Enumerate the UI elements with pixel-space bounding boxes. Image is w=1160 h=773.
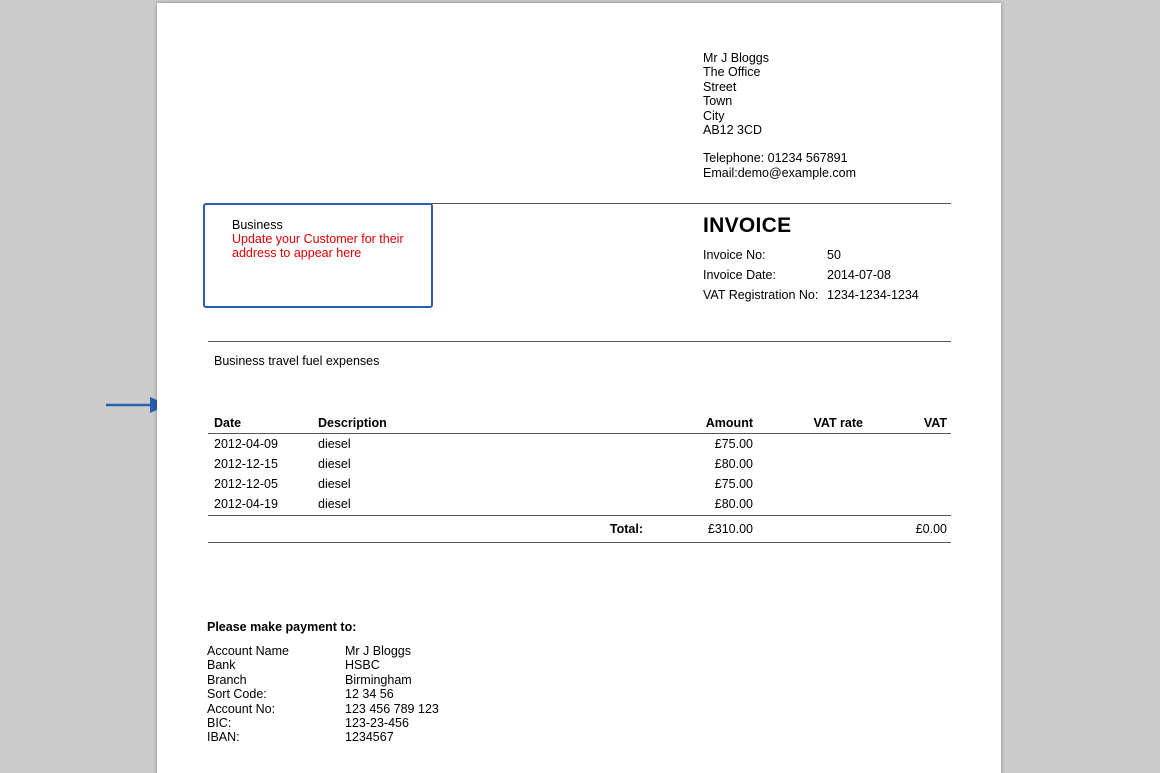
table-row bbox=[208, 494, 951, 514]
sender-line: City bbox=[703, 108, 725, 123]
invoice-number-label: Invoice No: bbox=[703, 248, 766, 262]
sender-line: Mr J Bloggs bbox=[703, 51, 769, 65]
payment-value: 123-23-456 bbox=[345, 715, 409, 730]
payment-value: Mr J Bloggs bbox=[345, 644, 411, 658]
sender-line: AB12 3CD bbox=[703, 123, 763, 138]
total-amount: £310.00 bbox=[707, 522, 753, 536]
table-header bbox=[208, 413, 951, 434]
payment-row bbox=[207, 702, 439, 716]
payment-key: IBAN: bbox=[207, 730, 240, 745]
payment-key: Branch bbox=[207, 672, 247, 687]
table-row bbox=[208, 454, 951, 474]
row-description: diesel bbox=[318, 437, 351, 451]
payment-value: 123 456 789 123 bbox=[345, 701, 439, 716]
total-label: Total: bbox=[609, 522, 643, 536]
payment-key: Sort Code: bbox=[207, 687, 267, 702]
payment-key: Account No: bbox=[207, 701, 276, 716]
payment-value: 12 34 56 bbox=[345, 687, 394, 702]
payment-key: Account Name bbox=[207, 644, 289, 658]
sender-telephone: Telephone: 01234 567891 bbox=[703, 151, 848, 166]
table-row bbox=[208, 474, 951, 494]
header-vat-rate: VAT rate bbox=[813, 416, 863, 430]
customer-address-box[interactable] bbox=[203, 203, 433, 308]
payment-row bbox=[207, 673, 439, 687]
total-vat: £0.00 bbox=[915, 522, 947, 536]
table-row bbox=[208, 434, 951, 454]
payment-value: HSBC bbox=[345, 658, 380, 673]
header-amount: Amount bbox=[705, 416, 753, 430]
payment-key: Bank bbox=[207, 658, 236, 673]
payment-row bbox=[207, 716, 439, 730]
invoice-number-row bbox=[703, 248, 919, 268]
payment-key: BIC: bbox=[207, 715, 232, 730]
payment-value: Birmingham bbox=[345, 672, 412, 687]
row-amount: £80.00 bbox=[714, 497, 753, 511]
sender-address bbox=[703, 51, 856, 180]
row-amount: £75.00 bbox=[714, 437, 753, 451]
vat-registration-value: 1234-1234-1234 bbox=[827, 288, 919, 302]
sender-email: Email:demo@example.com bbox=[703, 165, 857, 180]
row-date: 2012-12-05 bbox=[214, 477, 278, 491]
customer-label: Business bbox=[232, 218, 283, 232]
payment-row bbox=[207, 687, 439, 701]
vat-registration-label: VAT Registration No: bbox=[703, 288, 819, 302]
invoice-title: INVOICE bbox=[703, 214, 792, 237]
row-amount: £80.00 bbox=[714, 457, 753, 471]
payment-row bbox=[207, 730, 439, 744]
row-description: diesel bbox=[318, 477, 351, 491]
row-date: 2012-04-19 bbox=[214, 497, 278, 511]
invoice-description: Business travel fuel expenses bbox=[214, 354, 380, 368]
payment-title: Please make payment to: bbox=[207, 620, 357, 634]
row-date: 2012-12-15 bbox=[214, 457, 278, 471]
row-date: 2012-04-09 bbox=[214, 437, 278, 451]
payment-row bbox=[207, 658, 439, 672]
invoice-date-label: Invoice Date: bbox=[703, 268, 776, 282]
payment-row bbox=[207, 644, 439, 658]
invoice-page bbox=[157, 3, 1001, 773]
payment-details bbox=[207, 644, 439, 745]
divider bbox=[208, 341, 951, 342]
header-description: Description bbox=[318, 416, 387, 430]
row-description: diesel bbox=[318, 457, 351, 471]
sender-line: Town bbox=[703, 94, 733, 109]
row-amount: £75.00 bbox=[714, 477, 753, 491]
invoice-date-value: 2014-07-08 bbox=[827, 268, 891, 282]
line-items-table bbox=[208, 413, 951, 543]
invoice-number-value: 50 bbox=[827, 248, 841, 262]
header-vat: VAT bbox=[923, 416, 947, 430]
totals-row bbox=[208, 515, 951, 543]
vat-registration-row bbox=[703, 288, 919, 308]
payment-value: 1234567 bbox=[345, 730, 394, 745]
invoice-date-row bbox=[703, 268, 919, 288]
sender-line: Street bbox=[703, 79, 737, 94]
row-description: diesel bbox=[318, 497, 351, 511]
invoice-meta bbox=[703, 248, 919, 308]
customer-warning: Update your Customer for their address to appear here bbox=[232, 232, 404, 261]
header-date: Date bbox=[214, 416, 242, 430]
sender-line: The Office bbox=[703, 65, 761, 80]
